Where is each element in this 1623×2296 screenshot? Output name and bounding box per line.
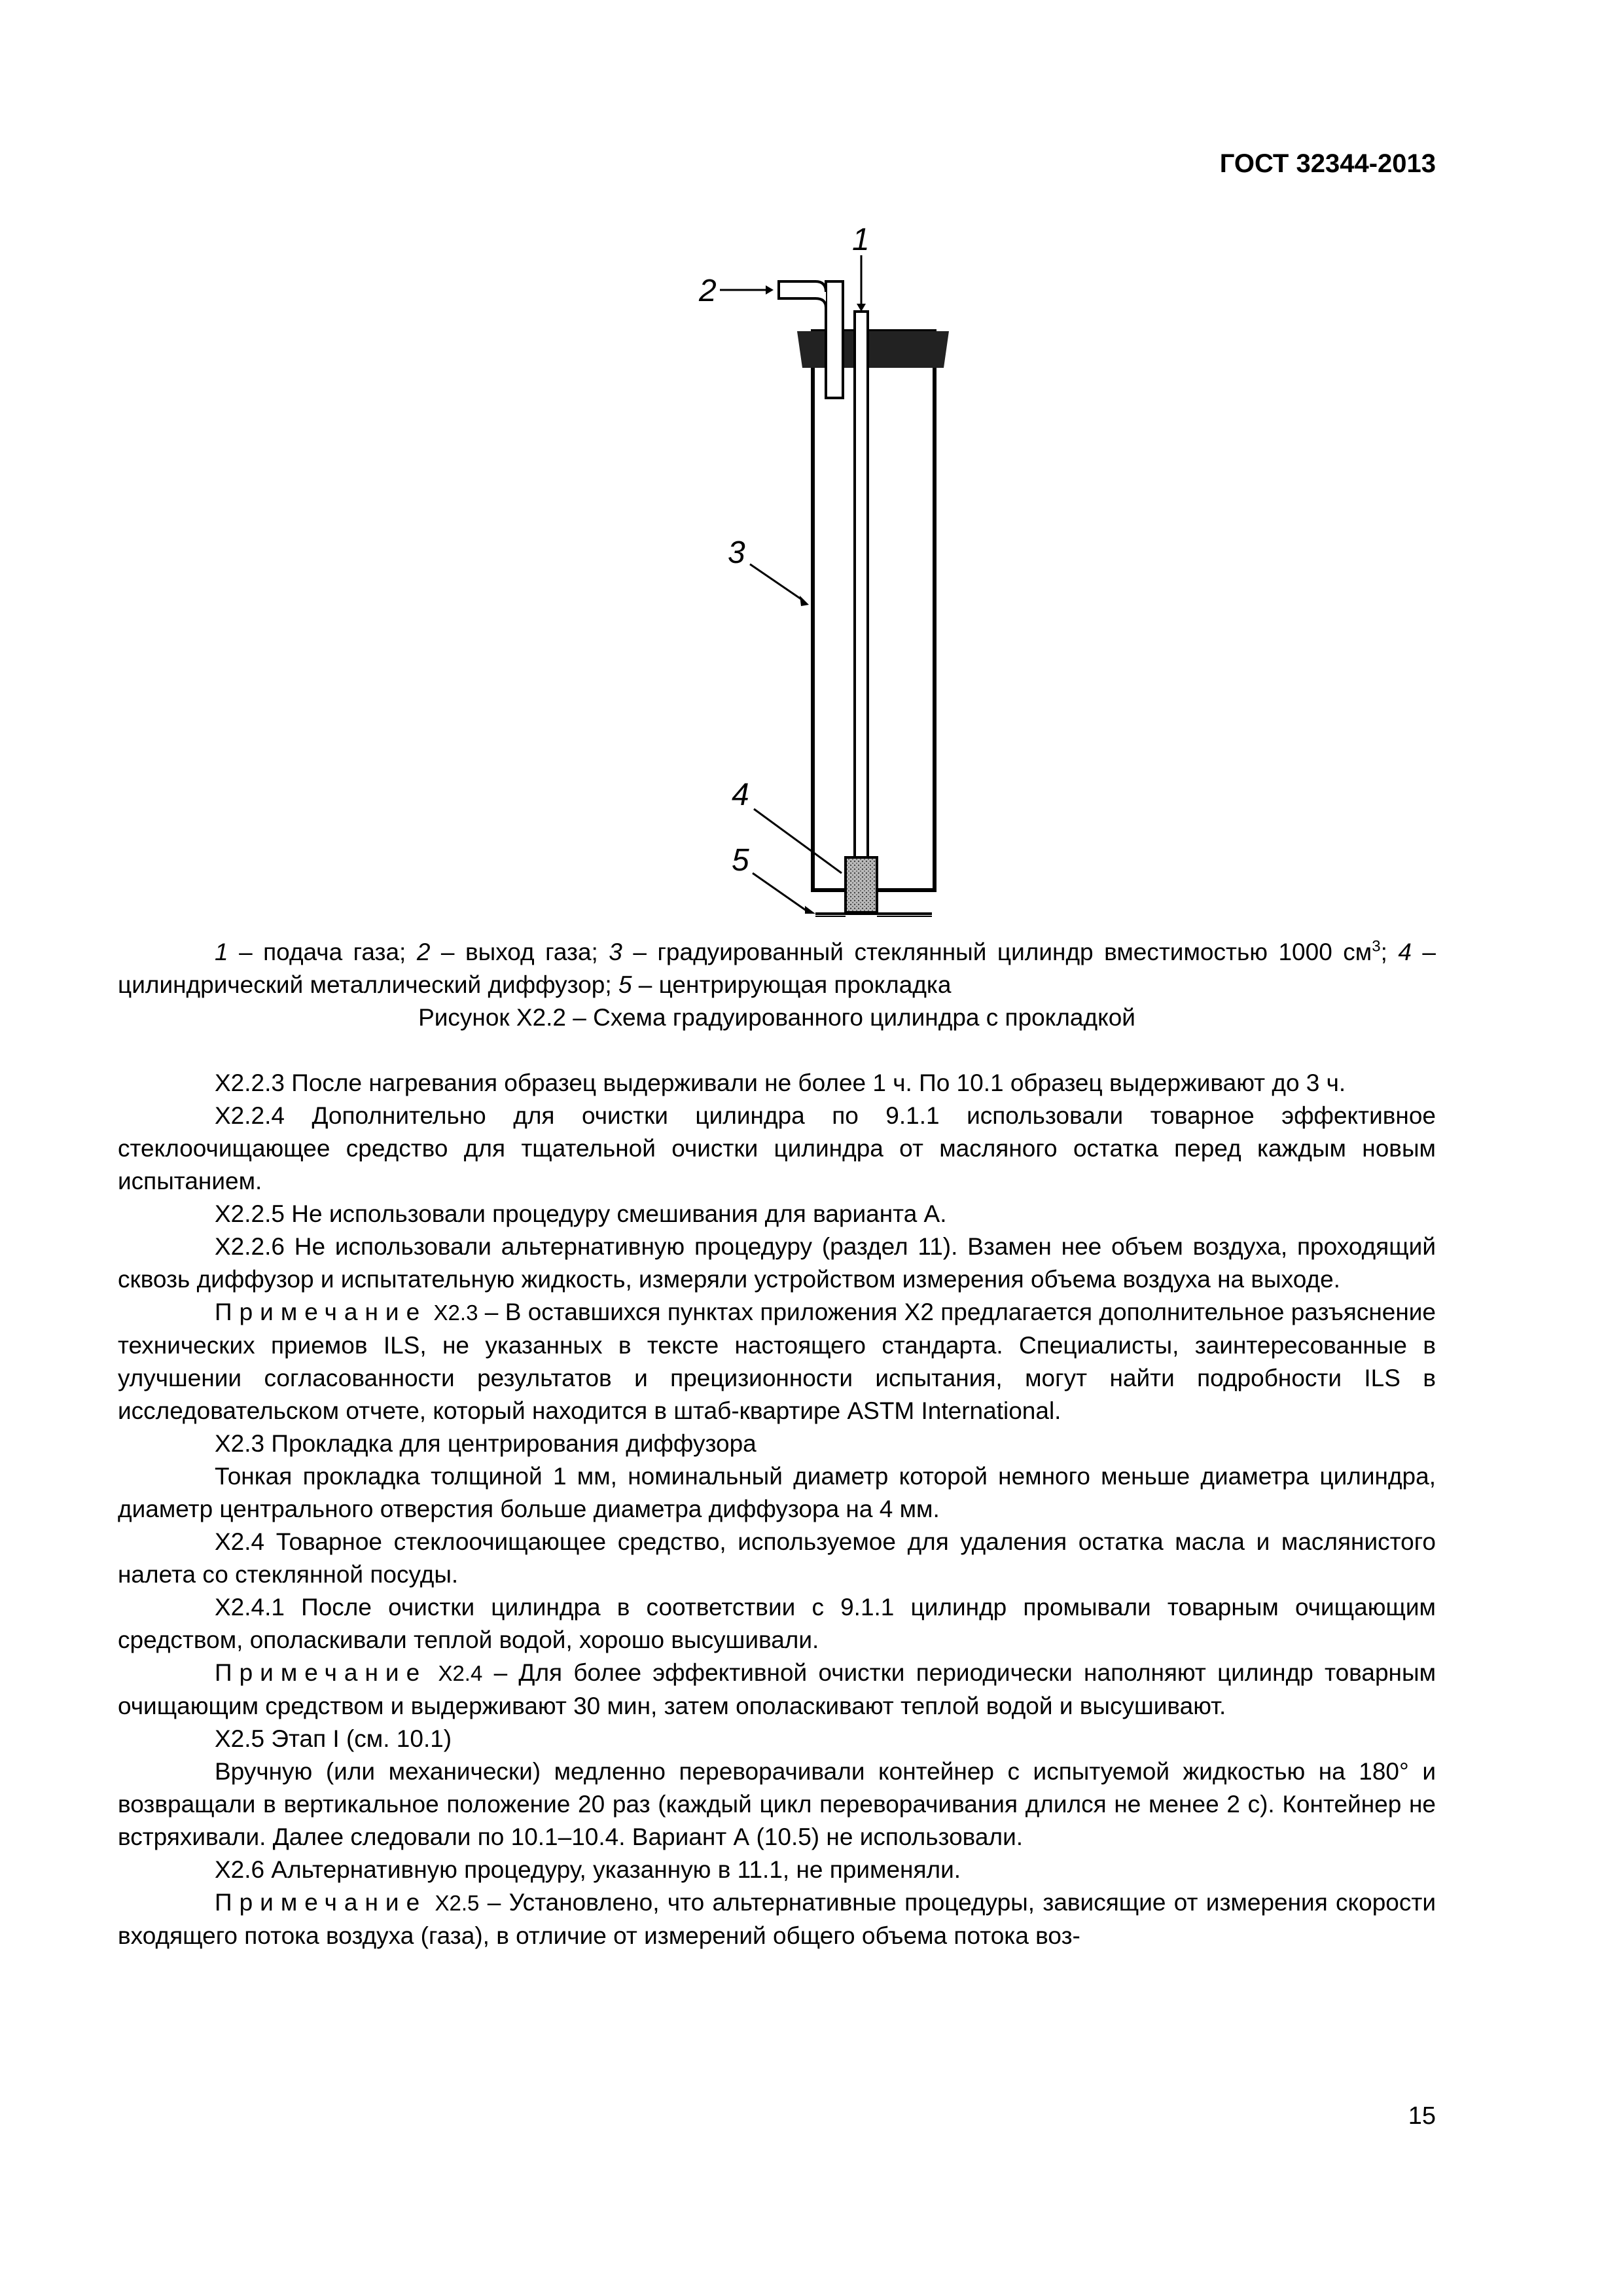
metal-diffuser [846,857,877,912]
outlet-arrow-head [766,285,774,295]
document-body [118,1067,1436,1952]
leader-4 [754,809,842,873]
gas-outlet-tube [826,281,843,398]
legend-num-4: 4 [1398,939,1412,965]
body-paragraph: Х2.5 Этап I (см. 10.1) [215,1725,452,1752]
callout-2: 2 [699,274,717,308]
body-paragraph: Х2.2.5 Не использовали процедуру смешивания для варианта А. [215,1200,947,1227]
callout-5: 5 [732,843,749,878]
glass-cylinder [813,331,935,890]
stopper [797,331,949,368]
figure-caption [118,936,1436,1034]
note-number: Х2.5 [435,1891,480,1915]
legend-num-5: 5 [618,971,632,998]
legend-text-3: – градуированный стеклянный цилиндр вместимостью 1000 см [622,939,1372,965]
legend-text-1: – подача газа; [228,939,417,965]
leader-5-head [805,906,815,914]
leader-5 [753,873,809,912]
note-paragraph [118,1657,1436,1723]
note-text: – Для более эффективной очистки периодически наполняют цилиндр товарным очищающим средством и выдерживают 30 мин, затем ополаскивают теплой водой и высушивают. [118,1659,1436,1719]
legend-text-4: – цилиндрический металлический диффузор; [118,939,1436,998]
body-paragraph: Х2.2.3 После нагревания образец выдерживали не более 1 ч. По 10.1 образец выдерживают до 3 ч. [215,1069,1346,1096]
legend-text-5: – центрирующая прокладка [632,971,952,998]
callout-4: 4 [732,778,749,812]
legend-num-3: 3 [609,939,622,965]
legend-num-2: 2 [416,939,431,965]
body-paragraph: Х2.4 Товарное стеклоочищающее средство, используемое для удаления остатка масла и маслянистого налета со стеклянной посуды. [118,1528,1436,1588]
callout-1: 1 [852,223,870,257]
legend-sup-3: 3 [1372,937,1381,956]
body-paragraph: Х2.4.1 После очистки цилиндра в соответствии с 9.1.1 цилиндр промывали товарным очищающим средством, ополаскивали теплой водой, хорошо высушивали. [118,1594,1436,1653]
note-number: Х2.3 [433,1300,478,1325]
figure-cylinder-diagram [681,216,955,936]
note-label: Примечание [215,1299,427,1325]
legend-num-1: 1 [215,939,228,965]
body-paragraph: Вручную (или механически) медленно переворачивали контейнер с испытуемой жидкостью на 180° и возвращали в вертикальное положение 20 раз (каждый цикл переворачивания длился не менее 2 с). Контейнер не встряхивали. Далее следовали по 10.1–10.4. Вариант А (10.5) не использовали. [118,1758,1436,1850]
note-paragraph [118,1886,1436,1952]
figure-legend [118,936,1436,1001]
note-text: – В оставшихся пунктах приложения Х2 предлагается дополнительное разъяснение технических приемов ILS, не указанных в тексте настоящего стандарта. Специалисты, заинтересованные в улучшении согласованности результатов и прецизионности испытания, могут найти подробности ILS в исследовательском отчете, который находится в штаб-квартире ASTM International. [118,1299,1436,1424]
leader-3 [750,564,804,601]
gas-inlet-tube [855,312,868,861]
body-paragraph: Х2.2.4 Дополнительно для очистки цилиндра по 9.1.1 использовали товарное эффективное стеклоочищающее средство для тщательной очистки цилиндра от масляного остатка перед каждым новым испытанием. [118,1102,1436,1194]
standard-code-header: ГОСТ 32344-2013 [1219,149,1436,178]
note-label: Примечание [215,1659,427,1686]
body-paragraph: Тонкая прокладка толщиной 1 мм, номинальный диаметр которой немного меньше диаметра цилиндра, диаметр центрального отверстия больше диаметра диффузора на 4 мм. [118,1463,1436,1522]
note-label: Примечание [215,1889,427,1916]
cylinder-diagram-svg [681,216,955,936]
note-paragraph [118,1296,1436,1427]
note-text: – Установлено, что альтернативные процедуры, зависящие от измерения скорости входящего потока воздуха (газа), в отличие от измерений общего объема потока воз- [118,1889,1436,1949]
note-number: Х2.4 [438,1661,483,1685]
gas-outlet-bend [779,281,826,308]
body-paragraph: Х2.2.6 Не использовали альтернативную процедуру (раздел 11). Взамен нее объем воздуха, проходящий сквозь диффузор и испытательную жидкость, измеряли устройством измерения объема воздуха на выходе. [118,1233,1436,1293]
legend-separator: ; [1380,939,1399,965]
leader-3-head [800,596,809,606]
figure-title: Рисунок Х2.2 – Схема градуированного цилиндра с прокладкой [418,1004,1135,1031]
callout-3: 3 [728,535,745,570]
legend-text-2: – выход газа; [430,939,609,965]
body-paragraph: Х2.3 Прокладка для центрирования диффузора [215,1430,757,1457]
page-number: 15 [1408,2102,1436,2130]
body-paragraph: Х2.6 Альтернативную процедуру, указанную в 11.1, не применяли. [215,1856,961,1883]
